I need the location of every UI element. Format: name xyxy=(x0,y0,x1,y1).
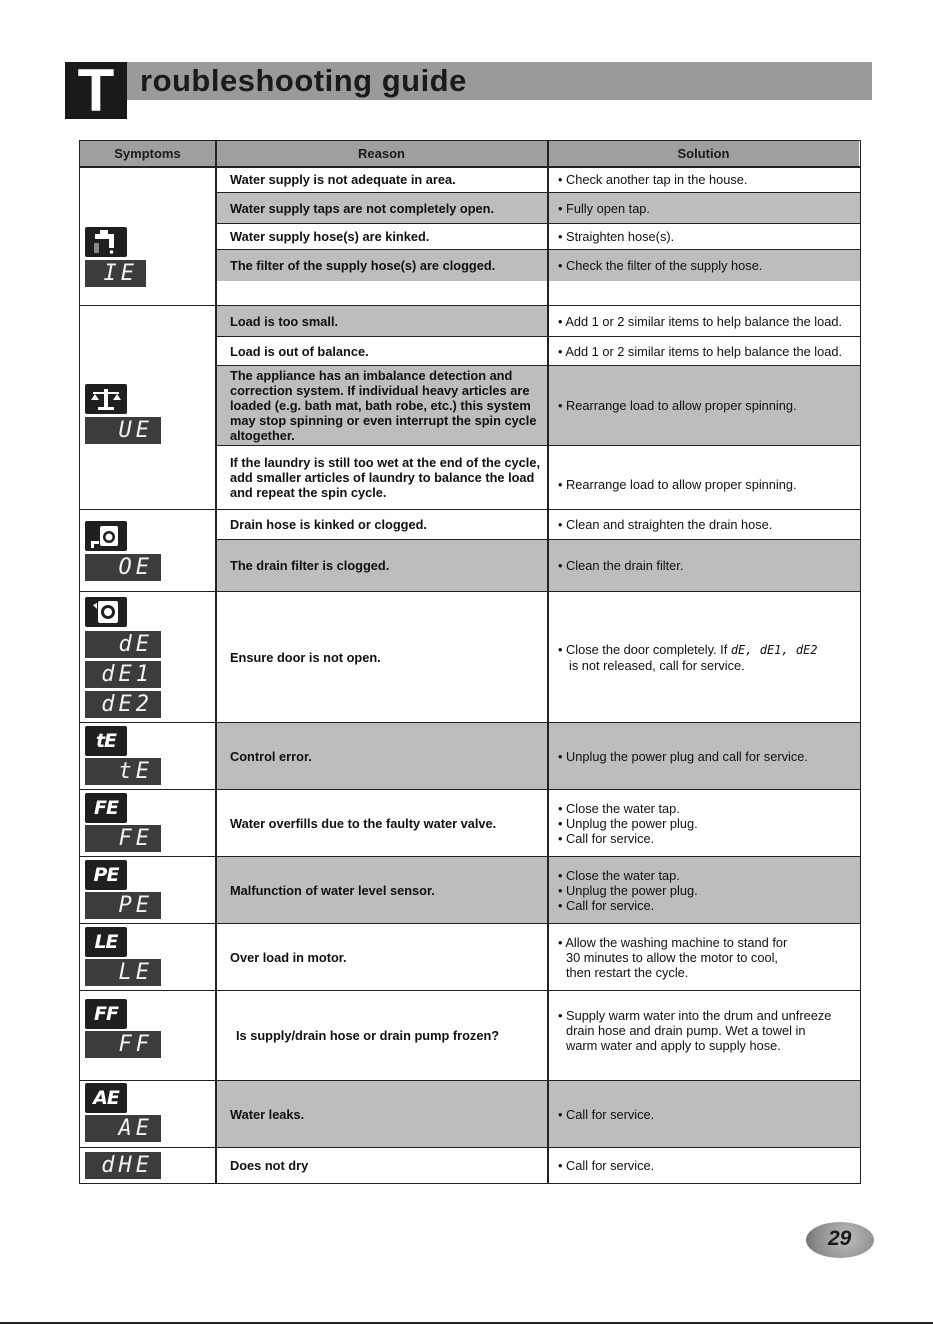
troubleshooting-table xyxy=(79,140,861,1184)
error-code-display-de1: dE1 xyxy=(85,661,161,688)
reason-cell: Water supply taps are not completely open. xyxy=(216,193,548,224)
ff-icon: FF xyxy=(85,999,127,1029)
error-code-display-de2: dE2 xyxy=(85,691,161,718)
solution-cell: • Add 1 or 2 similar items to help balance the load. xyxy=(548,306,860,337)
reason-cell: Over load in motor. xyxy=(216,924,548,991)
error-code-display-ff: FF xyxy=(85,1031,161,1058)
solution-error-codes: dE, dE1, dE2 xyxy=(730,642,818,657)
error-code-display-dhe: dHE xyxy=(85,1152,161,1179)
solution-cell: • Straighten hose(s). xyxy=(548,224,860,250)
solution-text: then restart the cycle. xyxy=(566,964,689,980)
error-code-display-ue: UE xyxy=(85,417,161,444)
col-header-symptoms: Symptoms xyxy=(80,141,215,166)
error-code-display-le: LE xyxy=(85,959,161,986)
solution-text: • Close the water tap. xyxy=(558,800,680,816)
ae-icon: AE xyxy=(85,1083,127,1113)
error-code-display-fe: FE xyxy=(85,825,161,852)
reason-cell: Water leaks. xyxy=(216,1081,548,1148)
te-icon: tE xyxy=(85,726,127,756)
solution-text: • Close the door completely. If xyxy=(558,641,728,657)
solution-cell: • Rearrange load to allow proper spinning. xyxy=(548,446,860,510)
solution-cell: • Call for service. xyxy=(548,1081,860,1148)
solution-cell: • Clean the drain filter. xyxy=(548,540,860,592)
solution-cell: • Check another tap in the house. xyxy=(548,166,860,193)
error-code-display-oe: OE xyxy=(85,554,161,581)
solution-text: • Supply warm water into the drum and unfreeze xyxy=(558,1008,832,1023)
solution-cell: • Unplug the power plug and call for service. xyxy=(548,723,860,790)
solution-cell: • Rearrange load to allow proper spinning. xyxy=(548,366,860,446)
reason-cell: Is supply/drain hose or drain pump frozen? xyxy=(216,991,548,1081)
solution-cell: • Check the filter of the supply hose. xyxy=(548,250,860,281)
solution-text: • Call for service. xyxy=(558,897,655,913)
reason-cell: If the laundry is still too wet at the end of the cycle, add smaller articles of laundry to balance the load and repeat the spin cycle. xyxy=(216,446,548,510)
column-divider xyxy=(215,140,217,1184)
solution-text: drain hose and drain pump. Wet a towel in xyxy=(566,1023,806,1038)
reason-cell: The filter of the supply hose(s) are clogged. xyxy=(216,250,548,281)
reason-cell: Load is out of balance. xyxy=(216,337,548,366)
page-number-badge xyxy=(806,1222,874,1258)
error-code-display-pe: PE xyxy=(85,892,161,919)
solution-cell: • Add 1 or 2 similar items to help balance the load. xyxy=(548,337,860,366)
reason-cell: Water supply is not adequate in area. xyxy=(216,166,548,193)
reason-cell: Load is too small. xyxy=(216,306,548,337)
solution-text: is not released, call for service. xyxy=(569,657,745,673)
solution-cell: • Clean and straighten the drain hose. xyxy=(548,510,860,540)
pe-icon: PE xyxy=(85,860,127,890)
page-title: roubleshooting guide xyxy=(140,63,467,98)
solution-text: 30 minutes to allow the motor to cool, xyxy=(566,949,778,965)
reason-cell: Water overfills due to the faulty water valve. xyxy=(216,790,548,857)
header-initial: T xyxy=(65,62,127,119)
column-divider xyxy=(547,140,549,1184)
solution-text: warm water and apply to supply hose. xyxy=(566,1038,781,1053)
solution-cell: • Fully open tap. xyxy=(548,193,860,224)
reason-cell: The drain filter is clogged. xyxy=(216,540,548,592)
error-code-display-de: dE xyxy=(85,631,161,658)
reason-cell: Drain hose is kinked or clogged. xyxy=(216,510,548,540)
faucet-icon xyxy=(85,227,127,257)
col-header-solution: Solution xyxy=(548,141,859,166)
le-icon: LE xyxy=(85,927,127,957)
error-code-display-te: tE xyxy=(85,758,161,785)
solution-text: • Unplug the power plug. xyxy=(558,882,698,898)
reason-cell: Does not dry xyxy=(230,1158,309,1173)
drain-icon xyxy=(85,521,127,551)
reason-cell: Water supply hose(s) are kinked. xyxy=(216,224,548,250)
fe-icon: FE xyxy=(85,793,127,823)
page-number: 29 xyxy=(828,1227,852,1250)
reason-cell: Malfunction of water level sensor. xyxy=(216,857,548,924)
reason-cell: Ensure door is not open. xyxy=(216,592,548,723)
solution-text: • Unplug the power plug. xyxy=(558,815,698,831)
reason-cell: Control error. xyxy=(216,723,548,790)
balance-icon xyxy=(85,384,127,414)
solution-cell: • Call for service. xyxy=(558,1158,655,1173)
solution-text: • Call for service. xyxy=(558,830,655,846)
door-icon xyxy=(85,597,127,627)
error-code-display-ae: AE xyxy=(85,1115,161,1142)
error-code-display-ie: IE xyxy=(85,260,146,287)
header-divider xyxy=(79,166,861,168)
reason-cell: The appliance has an imbalance detection and correction system. If individual heavy articles are loaded (e.g. bath mat, bath robe, etc.) this system may stop spinning or even interrupt the spin cycle altogether. xyxy=(216,366,548,446)
solution-text: • Allow the washing machine to stand for xyxy=(558,934,788,950)
solution-text: • Close the water tap. xyxy=(558,867,680,883)
col-header-reason: Reason xyxy=(216,141,547,166)
